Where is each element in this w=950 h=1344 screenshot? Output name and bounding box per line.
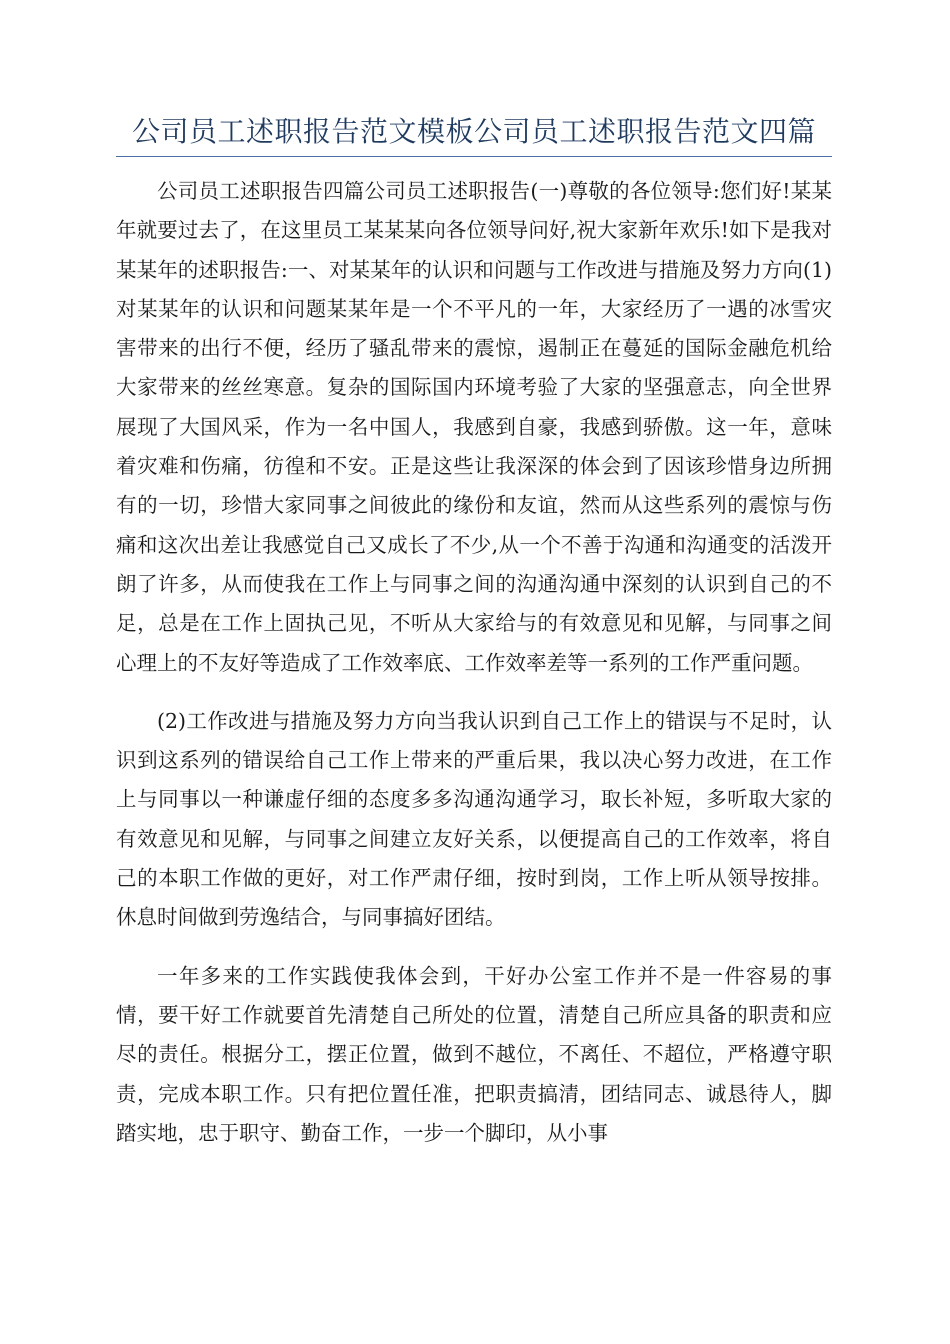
paragraph-3: 一年多来的工作实践使我体会到，干好办公室工作并不是一件容易的事情，要干好工作就要首先清楚自己所处的位置，清楚自己所应具备的职责和应尽的责任。根据分工，摆正位置，做到不越位，不离任、不超位，严格遵守职责，完成本职工作。只有把位置任准，把职责搞清，团结同志、诚恳待人，脚踏实地，忠于职守、勤奋工作，一步一个脚印，从小事 [116, 963, 832, 1145]
document-title: 公司员工述职报告范文模板公司员工述职报告范文四篇 [131, 115, 816, 148]
document-body [116, 172, 832, 1172]
paragraph-2: (2)工作改进与措施及努力方向当我认识到自己工作上的错误与不足时，认识到这系列的错误给自己工作上带来的严重后果，我以决心努力改进，在工作上与同事以一种谦虚仔细的态度多多沟通沟通学习，取长补短，多听取大家的有效意见和见解，与同事之间建立友好关系，以便提高自己的工作效率，将自己的本职工作做的更好，对工作严肃仔细，按时到岗，工作上听从领导按排。休息时间做到劳逸结合，与同事搞好团结。 [116, 708, 832, 930]
title-underline [116, 156, 832, 157]
paragraph-1: 公司员工述职报告四篇公司员工述职报告(一)尊敬的各位领导:您们好!某某年就要过去了，在这里员工某某某向各位领导问好,祝大家新年欢乐!如下是我对某某年的述职报告:一、对某某年的认识和问题与工作改进与措施及努力方向(1)对某某年的认识和问题某某年是一个不平凡的一年，大家经历了一遇的冰雪灾害带来的出行不便，经历了骚乱带来的震惊，遏制正在蔓延的国际金融危机给大家带来的丝丝寒意。复杂的国际国内环境考验了大家的坚强意志，向全世界展现了大国风采，作为一名中国人，我感到自豪，我感到骄傲。这一年，意味着灾难和伤痛，彷徨和不安。正是这些让我深深的体会到了因该珍惜身边所拥有的一切，珍惜大家同事之间彼此的缘份和友谊，然而从这些系列的震惊与伤痛和这次出差让我感觉自己又成长了不少,从一个不善于沟通和沟通变的活泼开朗了许多，从而使我在工作上与同事之间的沟通沟通中深刻的认识到自己的不足，总是在工作上固执己见，不听从大家给与的有效意见和见解，与同事之间心理上的不友好等造成了工作效率底、工作效率差等一系列的工作严重问题。 [116, 179, 832, 675]
